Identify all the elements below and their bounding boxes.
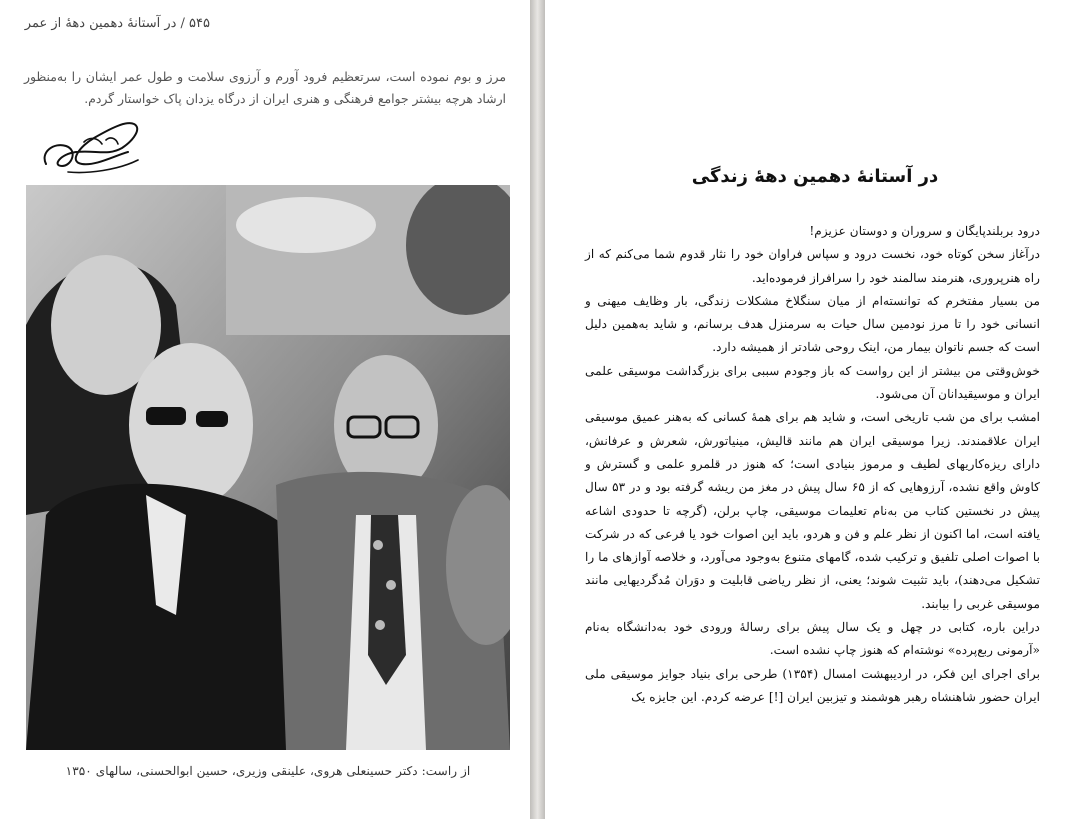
chapter-title: در آستانهٔ دهمین دههٔ زندگی (691, 166, 939, 187)
intro-paragraph: مرز و بوم نموده است، سرتعظیم فرود آورم و آرزوی سلامت و طول عمر ایشان را به‌منظور ارشاد هرچه بیشتر جوامع فرهنگی و هنری ایران از درگاه یزدان پاک خواستار گردم. (24, 69, 506, 106)
photo-caption: از راست: دکتر حسینعلی هروی، علینقی وزیری، حسین ابوالحسنی، سالهای ۱۳۵۰ (65, 764, 471, 778)
paragraph: من بسیار مفتخرم که توانسته‌ام از میان سنگلاخ مشکلات زندگی، بار وظایف میهنی و انسانی خود را تا مرز نودمین سال حیات به سرمنزل هدف برسانم، و شاید به‌همین دلیل است که جسم ناتوان بیمار من، اینک روحی شادتر از همیشه دارد. (585, 293, 1040, 355)
photograph (26, 185, 510, 750)
paragraph: امشب برای من شب تاریخی است، و شاید هم برای همهٔ کسانی که به‌هنر عمیق موسیقی ایران علاقمندند. زیرا موسیقی ایران هم مانند قالیش، مینیاتورش، شعرش و عرفانش، دارای ریزه‌کاریهای لطیف و مرموز بنیادی است؛ که هنوز در قلمرو علمی و گسترش و کاوش واقع نشده، آرزوهایی که از ۶۵ سال پیش در مغز من ریشه گرفته بود و در ۵۳ سال پیش در نخستین کتاب من به‌نام تعلیمات موسیقی، چاپ برلن، (گرچه تا حدودی اشاعه یافته است، اما اکنون از نظر علم و فن و هردو، باید این اصوات خود یا فرعی که در شرکت با اصوات اصلی تلفیق و ترکیب شده، گامهای متنوع به‌وجود می‌آورد، و خلاصه آوازهای ما را تشکیل می‌دهند)، باید تثبیت شوند؛ یعنی، از نظر ریاضی قابلیت و دوَران مُدگردیهایی مانند موسیقی غربی را بیابند. (585, 410, 1040, 611)
page-header: ۵۴۵ / در آستانهٔ دهمین دههٔ از عمر (24, 16, 210, 31)
paragraph: برای اجرای این فکر، در اردیبهشت امسال (۱۳۵۴) طرحی برای بنیاد جوایز موسیقی ملی ایران حضور شاهنشاه رهبر هوشمند و تیزبین ایران [!] عرضه کردم. این جایزه یک (585, 666, 1041, 704)
signature-image (38, 116, 148, 178)
paragraph: درود بربلندپایگان و سروران و دوستان عزیزم! (809, 224, 1040, 238)
paragraph: درآغاز سخن کوتاه خود، نخست درود و سپاس فراوان خود را نثار قدوم شما می‌کنم که از راه هنرپروری، هنرمند سالمند خود را سرافراز فرموده‌اید. (585, 247, 1040, 285)
paragraph: خوش‌وقتی من بیشتر از این رواست که باز وجودم سببی برای بزرگداشت موسیقی علمی ایران و موسیقیدانان آن می‌شود. (585, 363, 1040, 402)
body-text (585, 220, 1040, 709)
right-page (545, 0, 1078, 819)
paragraph: دراین باره، کتابی در چهل و یک سال پیش برای رسالهٔ ورودی خود به‌دانشگاه به‌نام «آرمونی ربع‌پرده» نوشته‌ام که هنوز چاپ نشده است. (585, 620, 1040, 658)
left-page (0, 0, 530, 819)
book-gutter (530, 0, 545, 819)
